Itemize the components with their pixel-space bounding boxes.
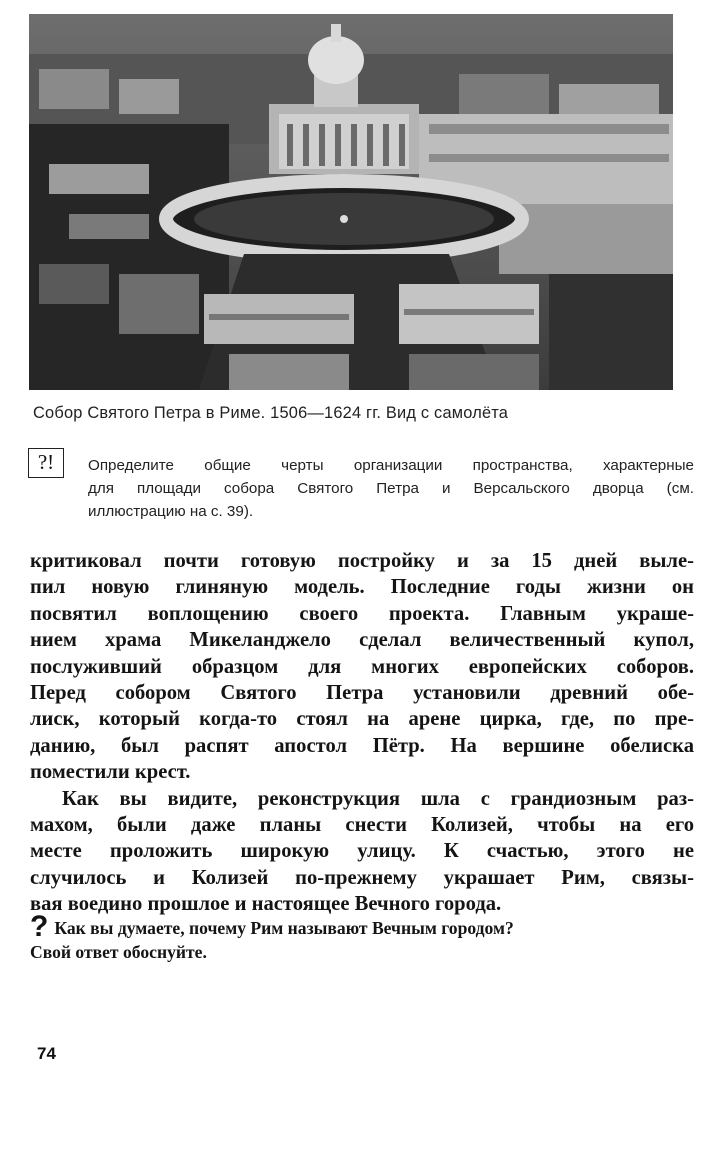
text-line: Перед собором Святого Петра установили древний обе- — [30, 682, 694, 705]
text-line: послуживший образцом для многих европейских соборов. — [30, 655, 694, 678]
text-line: поместили крест. — [30, 761, 191, 784]
text-line: нием храма Микеланджело сделал величественный купол, — [30, 629, 694, 652]
text-line: Как вы видите, реконструкция шла с грандиозным раз- — [62, 787, 694, 810]
page-number: 74 — [37, 1044, 56, 1063]
photo-caption: Собор Святого Петра в Риме. 1506—1624 гг. Вид с самолёта — [33, 404, 509, 422]
text-line: пил новую глиняную модель. Последние годы жизни он — [30, 576, 694, 599]
text-line: лиск, который когда-то стоял на арене цирка, где, по пре- — [30, 708, 694, 731]
text-line: махом, были даже планы снести Колизей, чтобы на его — [30, 814, 694, 837]
task-line: иллюстрацию на с. 39). — [88, 503, 254, 520]
text-line: посвятил воплощению своего проекта. Главным украше- — [30, 602, 694, 625]
text-line: вая воедино прошлое и настоящее Вечного города. — [30, 893, 502, 916]
task-text — [88, 454, 694, 523]
cathedral-photo — [29, 14, 673, 390]
text-line: критиковал почти готовую постройку и за 15 дней выле- — [30, 550, 694, 572]
main-text — [30, 548, 694, 918]
question-line: Свой ответ обоснуйте. — [30, 942, 207, 962]
text-line: данию, был распят апостол Пётр. На вершине обелиска — [30, 734, 694, 757]
task-icon: ?! — [28, 448, 64, 478]
question-mark-icon: ? — [30, 910, 49, 943]
task-line: Определите общие черты организации пространства, характерные — [88, 457, 694, 474]
text-line: месте проложить широкую улицу. К счастью, этого не — [30, 840, 694, 863]
question-line — [30, 910, 694, 943]
task-line: для площади собора Святого Петра и Версальского дворца (см. — [88, 480, 694, 497]
question-text: Как вы думаете, почему Рим называют Вечным городом? — [54, 918, 514, 938]
question-block — [30, 910, 694, 964]
text-line: случилось и Колизей по-прежнему украшает Рим, связы- — [30, 866, 694, 889]
